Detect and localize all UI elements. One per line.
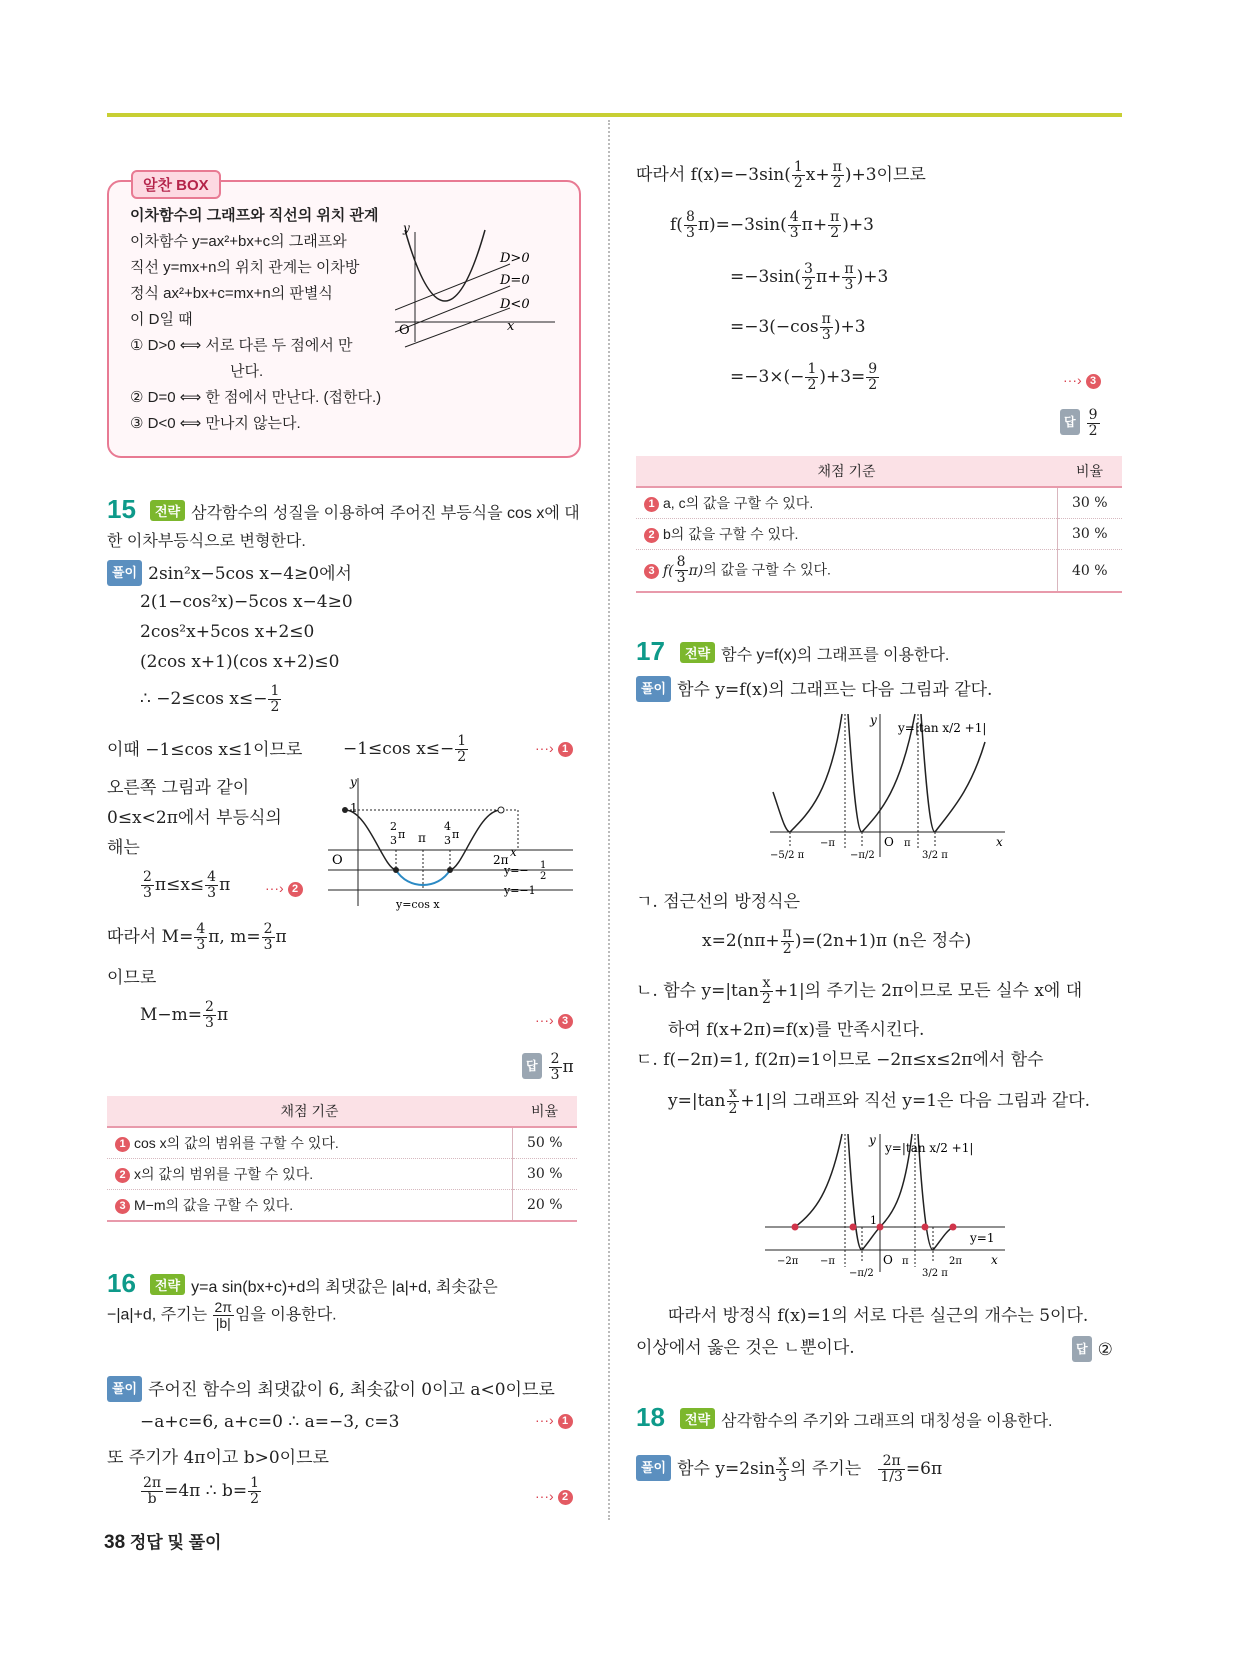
row-ratio: 40 % xyxy=(1057,550,1122,593)
p15-line xyxy=(140,684,282,715)
fraction: $\frac{\pi}{2}$ xyxy=(830,209,840,241)
p15-text: 따라서 M= xyxy=(107,927,194,947)
graph-label-2pi: 2π xyxy=(493,853,509,867)
p17-line: 따라서 방정식 f(x)=1의 서로 다른 실근의 개수는 5이다. xyxy=(668,1306,1089,1326)
graph-label-one: 1 xyxy=(350,801,358,815)
row-ratio: 30 % xyxy=(1057,519,1122,550)
solution-tag: 풀이 xyxy=(636,676,671,702)
header-ratio: 비율 xyxy=(512,1096,577,1127)
fraction: $\frac{2\pi}{b}$ xyxy=(143,1475,162,1507)
box-line: 이차함수 y=ax²+bx+c의 그래프와 xyxy=(130,233,347,250)
fraction: $\frac{x}{2}$ xyxy=(761,975,771,1007)
p15-line: 2(1−cos²x)−5cos x−4≥0 xyxy=(140,592,353,612)
fraction: $\frac{4}{3}$ xyxy=(207,869,217,901)
answer-tag: 답 xyxy=(522,1053,542,1079)
graph-label-2-3pi: 2 xyxy=(390,820,397,833)
p16-text: =−3(−cos xyxy=(730,317,819,337)
problem-15-number: 15 xyxy=(107,494,136,524)
p16-text: )+3이므로 xyxy=(844,165,926,185)
graph-label-d3: D<0 xyxy=(500,297,530,312)
problem-15-strategy xyxy=(150,500,580,523)
fraction: $\frac{\pi}{3}$ xyxy=(821,311,831,343)
p17-line xyxy=(702,926,971,957)
graph-label-pi: π xyxy=(904,838,911,849)
graph-label-half: 1 xyxy=(540,860,547,871)
row-criteria xyxy=(636,519,1057,550)
strategy-text: y=a sin(bx+c)+d의 최댓값은 |a|+d, 최솟값은 xyxy=(191,1279,498,1296)
graph-label-y: y xyxy=(350,776,357,789)
row-criteria xyxy=(636,550,1057,593)
graph-label-4-3pi: π xyxy=(452,828,460,841)
cos-graph xyxy=(328,776,578,916)
box-line: 난다. xyxy=(230,363,264,380)
p15-line: 오른쪽 그림과 같이 xyxy=(107,778,250,798)
tan-graph-2 xyxy=(765,1132,1015,1282)
row-text: x의 값의 범위를 구할 수 있다. xyxy=(134,1166,314,1182)
graph-label-2-3pi: π xyxy=(398,828,406,841)
graph-label-y-neg-half: y=− xyxy=(504,864,529,877)
mark-2: ···› 2 xyxy=(535,1488,577,1505)
p16-line xyxy=(107,1376,555,1402)
answer-value: ② xyxy=(1097,1340,1113,1360)
p17-line: ㄷ. f(−2π)=1, f(2π)=1이므로 −2π≤x≤2π에서 함수 xyxy=(636,1050,1044,1070)
p16-line: −a+c=6, a+c=0 ∴ a=−3, c=3 xyxy=(140,1412,400,1432)
fraction: $\frac{\pi}{2}$ xyxy=(782,925,792,957)
graph-label-y: y xyxy=(869,1133,876,1147)
p15-text: 2sin²x−5cos x−4≥0에서 xyxy=(148,564,352,584)
line-d-pos xyxy=(395,264,510,310)
row-index: 3 xyxy=(644,564,659,579)
row-index: 2 xyxy=(644,528,659,543)
strategy-tag: 전략 xyxy=(680,642,715,663)
fraction: $\frac{2}{3}$ xyxy=(143,869,152,901)
p18-text: 함수 y=2sin xyxy=(677,1459,776,1479)
mark-2: ···› 2 xyxy=(265,880,307,897)
graph-title: y=|tan x/2 +1| xyxy=(898,721,987,735)
fraction: $\frac{x}{2}$ xyxy=(728,1085,738,1117)
strategy-tag: 전략 xyxy=(150,500,185,521)
p15-text: π xyxy=(275,927,287,947)
graph-label-x: x xyxy=(510,845,517,859)
graph-label-neg-5-2pi: −5/2 π xyxy=(770,850,805,861)
p16-text: )+3= xyxy=(819,367,866,387)
p15-text: π xyxy=(216,1005,229,1025)
p16-grading-table xyxy=(636,456,1122,593)
page-number: 38 xyxy=(104,1532,126,1553)
answer-tag: 답 xyxy=(1060,409,1080,435)
intersection-point xyxy=(922,1224,929,1231)
box-line: 이 D일 때 xyxy=(130,311,193,328)
graph-label-4-3pi: 4 xyxy=(444,820,451,833)
table-row xyxy=(107,1127,577,1159)
point-start xyxy=(342,807,348,813)
graph-label-d2: D=0 xyxy=(500,273,530,288)
problem-17-number: 17 xyxy=(636,636,665,666)
header-ratio: 비율 xyxy=(1057,456,1122,487)
graph-label-neg-pi: −π xyxy=(820,838,835,849)
p15-text: M−m= xyxy=(140,1005,203,1025)
row-index: 1 xyxy=(644,497,659,512)
graph-label-o: O xyxy=(883,1253,893,1267)
problem-16-strategy-cont xyxy=(107,1300,337,1331)
row-ratio: 50 % xyxy=(512,1127,577,1159)
fraction: $\frac{4}{3}$ xyxy=(789,209,799,241)
row-criteria xyxy=(107,1127,512,1159)
row-math: f( $\frac{8}{3}$ π) xyxy=(663,554,704,586)
graph-label-3-2pi: 3/2 π xyxy=(922,1268,948,1279)
table-row xyxy=(636,519,1122,550)
box-line: ③ D<0 ⟺ 만나지 않는다. xyxy=(130,415,301,432)
box-line: ② D=0 ⟺ 한 점에서 만난다. (접한다.) xyxy=(130,389,382,406)
box-line: ① D>0 ⟺ 서로 다른 두 점에서 만 xyxy=(130,337,353,354)
box-graph xyxy=(395,222,560,362)
p16-text: 주어진 함수의 최댓값이 6, 최솟값이 0이고 a<0이므로 xyxy=(148,1380,555,1400)
fraction: $\frac{\pi}{2}$ xyxy=(832,159,842,191)
p15-text: π≤x≤ xyxy=(154,875,205,895)
problem-18-number: 18 xyxy=(636,1402,665,1432)
fraction: $\frac{9}{2}$ xyxy=(868,361,878,393)
p17-text: 함수 y=f(x)의 그래프는 다음 그림과 같다. xyxy=(677,680,993,700)
p16-text: f( xyxy=(670,215,683,235)
p16-text: π+ xyxy=(815,267,842,287)
graph-label-neg-pi-2: −π/2 xyxy=(850,850,875,861)
p15-grading-table xyxy=(107,1096,577,1222)
p17-line: ㄱ. 점근선의 방정식은 xyxy=(636,892,801,912)
p15-line: (2cos x+1)(cos x+2)≤0 xyxy=(140,652,340,672)
p16-text: )+3 xyxy=(842,215,874,235)
table-row xyxy=(107,1159,577,1190)
row-ratio: 30 % xyxy=(512,1159,577,1190)
column-divider xyxy=(608,120,610,1520)
graph-label-neg-pi: −π xyxy=(820,1256,835,1267)
solution-tag: 풀이 xyxy=(107,560,142,586)
row-text: 의 값을 구할 수 있다. xyxy=(703,561,831,578)
point-2pi3 xyxy=(393,867,399,873)
p16-text: π+ xyxy=(801,215,828,235)
graph-label-3-2pi: 3/2 π xyxy=(922,850,948,861)
p17-text: x=2(nπ+ xyxy=(702,931,780,951)
p15-line: 이므로 xyxy=(107,968,157,988)
fraction: $\frac{2}{3}$ xyxy=(263,921,273,953)
line-d-neg xyxy=(405,308,510,347)
graph-label-neg-pi-2: −π/2 xyxy=(849,1268,874,1279)
p16-text: =−3sin( xyxy=(730,267,802,287)
p17-text: +1|의 주기는 2π이므로 모든 실수 x에 대 xyxy=(773,981,1083,1001)
row-criteria xyxy=(107,1190,512,1222)
table-header xyxy=(636,456,1122,487)
p16-text: x+ xyxy=(805,165,830,185)
fraction: $\frac{\pi}{3}$ xyxy=(844,261,854,293)
p16-line xyxy=(670,210,874,241)
p16-line xyxy=(730,312,866,343)
graph-label-x: x xyxy=(991,1253,998,1267)
graph-label-x: x xyxy=(507,319,515,334)
p17-text: )=(2n+1)π (n은 정수) xyxy=(794,931,972,951)
p16-text: π)=−3sin( xyxy=(697,215,787,235)
mark-1: ···› 1 xyxy=(535,1412,577,1429)
graph-label-pi: π xyxy=(418,831,426,845)
fraction: $\frac{4}{3}$ xyxy=(196,921,206,953)
p15-line: 해는 xyxy=(107,838,140,858)
table-row xyxy=(636,550,1122,593)
table-row xyxy=(107,1190,577,1222)
p17-text: y=|tan xyxy=(668,1091,726,1111)
p17-text: +1|의 그래프와 직선 y=1은 다음 그림과 같다. xyxy=(740,1091,1091,1111)
row-criteria xyxy=(107,1159,512,1190)
fraction: $\frac{2\pi}{1/3}$ xyxy=(880,1453,903,1485)
intersection-point xyxy=(850,1224,857,1231)
p16-text: )+3 xyxy=(833,317,866,337)
graph-label-y: y xyxy=(870,713,877,727)
row-text: cos x의 값의 범위를 구할 수 있다. xyxy=(134,1135,339,1151)
box-line: 정식 ax²+bx+c=mx+n의 판별식 xyxy=(130,285,333,302)
row-index: 3 xyxy=(115,1199,130,1214)
line-d-zero xyxy=(395,286,510,332)
fraction: $\frac{3}{2}$ xyxy=(804,261,813,293)
row-index: 1 xyxy=(115,1137,130,1152)
p17-line xyxy=(636,676,992,702)
p16-line xyxy=(636,160,926,191)
p16-text: )+3 xyxy=(856,267,889,287)
graph-label-x: x xyxy=(996,835,1003,849)
row-criteria xyxy=(636,487,1057,519)
p16-line xyxy=(140,1476,262,1507)
p18-line xyxy=(636,1454,942,1485)
point-end xyxy=(498,807,504,813)
strategy-tag: 전략 xyxy=(150,1274,185,1295)
p16-line xyxy=(730,362,880,393)
p18-text: =6π xyxy=(905,1459,943,1479)
mark-3: ···› 3 xyxy=(1063,372,1105,389)
top-rule xyxy=(107,113,1122,117)
row-text: b의 값을 구할 수 있다. xyxy=(663,526,799,542)
p16-text: =4π ∴ b= xyxy=(164,1481,248,1501)
solution-tag: 풀이 xyxy=(107,1376,142,1402)
row-index: 2 xyxy=(115,1168,130,1183)
problem-16-number: 16 xyxy=(107,1268,136,1298)
fraction: $\frac{1}{2}$ xyxy=(250,1475,260,1507)
cos-curve-left xyxy=(345,810,396,870)
solution-tag: 풀이 xyxy=(636,1455,671,1481)
fraction: $\frac{1}{2}$ xyxy=(807,361,817,393)
p15-line: 이때 −1≤cos x≤1이므로 xyxy=(107,740,303,760)
intersection-point xyxy=(792,1224,799,1231)
p15-text: π, m= xyxy=(208,927,261,947)
p16-line xyxy=(730,262,888,293)
p15-line xyxy=(140,1000,228,1031)
p17-line xyxy=(668,1086,1090,1117)
header-criteria: 채점 기준 xyxy=(107,1096,512,1127)
p17-line: 하여 f(x+2π)=f(x)를 만족시킨다. xyxy=(668,1020,925,1040)
fraction: $\frac{2}{3}$ xyxy=(205,999,214,1031)
p15-line xyxy=(343,734,469,765)
graph-label-neg-2pi: −2π xyxy=(777,1256,799,1267)
p17-text: ㄴ. 함수 y=|tan xyxy=(636,981,759,1001)
strategy-tag: 전략 xyxy=(680,1408,715,1429)
fraction: $\frac{x}{3}$ xyxy=(778,1453,788,1485)
problem-17-strategy xyxy=(680,642,949,665)
p15-line xyxy=(107,922,287,953)
graph-label-y-eq-1: y=1 xyxy=(970,1231,995,1245)
fraction: $\frac{1}{2}$ xyxy=(270,683,280,715)
answer-tag: 답 xyxy=(1072,1336,1092,1362)
strategy-text: 함수 y=f(x)의 그래프를 이용한다. xyxy=(721,647,950,664)
fraction: $\frac{1}{2}$ xyxy=(457,733,467,765)
curve-seg-1 xyxy=(773,714,842,832)
info-box-title: 이차함수의 그래프와 직선의 위치 관계 xyxy=(130,207,379,224)
graph-label-half: 2 xyxy=(540,871,547,882)
point-4pi3 xyxy=(447,867,453,873)
fraction: $\frac{2\pi}{|b|}$ xyxy=(214,1299,232,1331)
problem-18-strategy xyxy=(680,1408,1052,1431)
strategy-text: 삼각함수의 주기와 그래프의 대칭성을 이용한다. xyxy=(721,1413,1053,1430)
p17-line: 이상에서 옳은 것은 ㄴ뿐이다. xyxy=(636,1338,855,1358)
intersection-point xyxy=(877,1224,884,1231)
row-text: M−m의 값을 구할 수 있다. xyxy=(134,1197,294,1213)
p15-text: ∴ −2≤cos x≤− xyxy=(140,689,268,709)
table-row xyxy=(636,487,1122,519)
p16-answer xyxy=(1060,408,1101,439)
graph-label-y-neg-one: y=−1 xyxy=(504,884,536,897)
strategy-text: 삼각함수의 성질을 이용하여 주어진 부등식을 cos x에 대 xyxy=(191,505,580,522)
p17-answer xyxy=(1072,1336,1113,1362)
footer-label: 정답 및 풀이 xyxy=(129,1533,222,1552)
fraction: $\frac{9}{2}$ xyxy=(1088,407,1098,439)
p15-line xyxy=(107,560,352,586)
p16-line: 또 주기가 4π이고 b>0이므로 xyxy=(107,1448,329,1468)
graph-label-d1: D>0 xyxy=(500,251,530,266)
p15-line xyxy=(140,870,230,901)
p15-text: −1≤cos x≤− xyxy=(343,739,455,759)
graph-label-2pi: 2π xyxy=(949,1256,962,1267)
p16-text: 따라서 f(x)=−3sin( xyxy=(636,165,791,185)
header-criteria: 채점 기준 xyxy=(636,456,1057,487)
p15-line: 2cos²x+5cos x+2≤0 xyxy=(140,622,315,642)
mark-3: ···› 3 xyxy=(535,1012,577,1029)
graph-label-o: O xyxy=(884,835,894,849)
graph-label-one: 1 xyxy=(870,1214,877,1227)
fraction: $\frac{1}{2}$ xyxy=(793,159,803,191)
graph-label-y: y xyxy=(403,222,410,235)
tan-graph-1 xyxy=(770,712,1010,862)
curve-seg-1 xyxy=(795,1134,842,1227)
strategy-text: 임을 이용한다. xyxy=(234,1306,337,1324)
p15-line: 0≤x<2π에서 부등식의 xyxy=(107,808,282,828)
problem-16-strategy xyxy=(150,1274,498,1297)
p18-text: 의 주기는 xyxy=(790,1459,862,1479)
page-footer xyxy=(104,1528,221,1554)
p15-text: π xyxy=(219,875,231,895)
row-ratio: 30 % xyxy=(1057,487,1122,519)
p17-line xyxy=(636,976,1082,1007)
fraction: $\frac{2}{3}$ xyxy=(550,1051,560,1083)
row-text: a, c의 값을 구할 수 있다. xyxy=(663,495,814,511)
info-box-tag: 알찬 BOX xyxy=(131,170,221,199)
mark-1: ···› 1 xyxy=(535,740,577,757)
strategy-text: −|a|+d, 주기는 xyxy=(107,1306,208,1324)
problem-15-strategy-cont: 한 이차부등식으로 변형한다. xyxy=(107,533,306,550)
fraction: $\frac{8}{3}$ xyxy=(685,209,695,241)
table-header xyxy=(107,1096,577,1127)
graph-label-o: O xyxy=(332,853,343,868)
graph-label-curve: y=cos x xyxy=(396,898,440,911)
row-ratio: 20 % xyxy=(512,1190,577,1222)
graph-label-pi: π xyxy=(902,1256,909,1267)
graph-label-4-3pi: 3 xyxy=(444,834,451,847)
graph-label-o: O xyxy=(399,323,410,338)
p15-answer: 답 $\frac{2}{3}$ π xyxy=(522,1052,574,1083)
intersection-point xyxy=(950,1224,957,1231)
box-line: 직선 y=mx+n의 위치 관계는 이차방 xyxy=(130,259,360,276)
graph-title: y=|tan x/2 +1| xyxy=(885,1141,974,1155)
p16-text: =−3×(− xyxy=(730,367,805,387)
graph-label-2-3pi: 3 xyxy=(390,834,397,847)
